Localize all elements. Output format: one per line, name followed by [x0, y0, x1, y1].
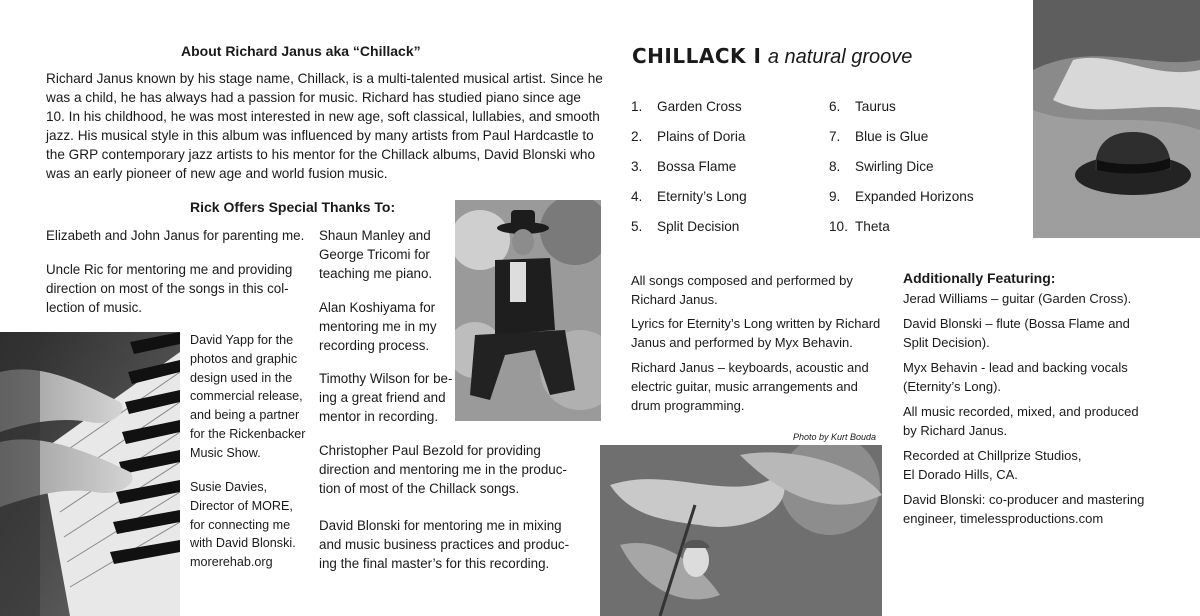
thanks-line: David Blonski for mentoring me in mixing — [319, 518, 562, 533]
featuring-line: David Blonski: co-producer and mastering — [903, 492, 1145, 507]
tracklist-right — [829, 97, 974, 247]
thanks-line: Timothy Wilson for be- — [319, 371, 453, 386]
featuring-blonski-flute — [903, 314, 1130, 352]
featuring-heading: Additionally Featuring: — [903, 270, 1056, 286]
thanks-line: Susie Davies, — [190, 480, 267, 494]
track-item: 3. Bossa Flame — [631, 159, 737, 174]
about-line: Richard Janus known by his stage name, Chillack, is a multi-talented musical artist. Since he — [46, 71, 603, 86]
album-title-sub: a natural groove — [767, 46, 913, 68]
featuring-line: Myx Behavin - lead and backing vocals — [903, 360, 1128, 375]
thanks-line: direction on most of the songs in this col- — [46, 281, 289, 296]
thanks-line: Elizabeth and John Janus for parenting me. — [46, 228, 305, 243]
featuring-jerad — [903, 289, 1131, 308]
credit-lyrics — [631, 314, 880, 352]
featuring-line: All music recorded, mixed, and produced — [903, 404, 1139, 419]
featuring-line: Recorded at Chillprize Studios, — [903, 448, 1082, 463]
thanks-line: David Yapp for the — [190, 333, 294, 347]
track-item: 2. Plains of Doria — [631, 129, 746, 144]
credit-instruments — [631, 358, 869, 415]
thanks-line: Shaun Manley and — [319, 228, 431, 243]
credit-line: All songs composed and performed by — [631, 273, 853, 288]
thanks-line: tion of most of the Chillack songs. — [319, 481, 520, 496]
thanks-line: lection of music. — [46, 300, 143, 315]
about-paragraph — [46, 69, 603, 183]
credit-line: Lyrics for Eternity’s Long written by Richard — [631, 316, 881, 331]
thanks-line: for the Rickenbacker — [190, 426, 306, 441]
thanks-line: commercial release, — [190, 389, 303, 404]
thanks-line: morerehab.org — [190, 555, 273, 570]
thanks-line: mentoring me in my — [319, 319, 437, 334]
thanks-line: mentor in recording. — [319, 409, 439, 424]
thanks-line: Uncle Ric for mentoring me and providing — [46, 262, 293, 277]
track-item: 9. Expanded Horizons — [829, 189, 974, 204]
featuring-recorded-by — [903, 402, 1139, 440]
credit-composed — [631, 271, 853, 309]
featuring-line: Split Decision). — [903, 335, 990, 350]
thanks-line: George Tricomi for — [319, 247, 430, 262]
thanks-timothy — [319, 369, 452, 426]
thanks-line: direction and mentoring me in the produc- — [319, 462, 567, 477]
credit-line: Richard Janus – keyboards, acoustic and — [631, 360, 869, 375]
thanks-line: and music business practices and produc- — [319, 537, 570, 552]
featuring-studio — [903, 446, 1081, 484]
thanks-line: and being a partner — [190, 408, 300, 423]
album-title-main: CHILLACK I — [632, 44, 762, 68]
photo-credit: Photo by Kurt Bouda — [793, 432, 877, 442]
about-line: the GRP contemporary jazz artists to his mentor for the Chillack albums, David Blonski who — [46, 147, 596, 162]
credit-line: electric guitar, music arrangements and — [631, 379, 858, 394]
track-item: 7. Blue is Glue — [829, 129, 929, 144]
thanks-line: Music Show. — [190, 445, 261, 460]
credit-line: Richard Janus. — [631, 292, 718, 307]
track-item: 4. Eternity’s Long — [631, 189, 747, 204]
track-item: 5. Split Decision — [631, 219, 740, 234]
thanks-heading: Rick Offers Special Thanks To: — [190, 199, 396, 215]
track-item: 10. Theta — [829, 219, 890, 234]
thanks-line: photos and graphic — [190, 351, 298, 366]
credit-line: Janus and performed by Myx Behavin. — [631, 335, 853, 350]
credit-line: drum programming. — [631, 398, 745, 413]
featuring-line: by Richard Janus. — [903, 423, 1008, 438]
thanks-parents — [46, 226, 304, 245]
track-item: 1. Garden Cross — [631, 99, 742, 114]
track-item: 8. Swirling Dice — [829, 159, 934, 174]
thanks-line: for connecting me — [190, 517, 291, 532]
featuring-myx — [903, 358, 1128, 396]
thanks-line: Director of MORE, — [190, 498, 293, 513]
featuring-line: El Dorado Hills, CA. — [903, 467, 1018, 482]
artist-portrait-photo — [455, 200, 601, 421]
about-line: was an early pioneer of new age and world fusion music. — [46, 166, 388, 181]
featuring-line: engineer, timelessproductions.com — [903, 511, 1104, 526]
thanks-piano-teachers — [319, 226, 432, 283]
track-item: 6. Taurus — [829, 99, 896, 114]
tracklist-left — [631, 97, 747, 247]
thanks-line: design used in the — [190, 370, 293, 385]
thanks-susie — [190, 478, 296, 572]
acorn-leaves-photo — [600, 445, 882, 616]
featuring-line: (Eternity’s Long). — [903, 379, 1002, 394]
featuring-line: Jerad Williams – guitar (Garden Cross). — [903, 291, 1132, 306]
thanks-line: teaching me piano. — [319, 266, 433, 281]
album-title — [632, 44, 912, 69]
about-line: was a child, he has always had a passion for music. Richard has studied piano since age — [46, 90, 581, 105]
about-line: 10. In his childhood, he was most interested in new age, soft classical, lullabies, and smooth — [46, 109, 600, 124]
thanks-christopher — [319, 441, 567, 498]
thanks-line: recording process. — [319, 338, 430, 353]
featuring-line: David Blonski – flute (Bossa Flame and — [903, 316, 1130, 331]
thanks-uncle — [46, 260, 292, 317]
thanks-line: with David Blonski. — [190, 536, 296, 551]
thanks-line: Christopher Paul Bezold for providing — [319, 443, 541, 458]
thanks-line: ing the final master’s for this recording. — [319, 556, 550, 571]
thanks-line: ing a great friend and — [319, 390, 446, 405]
thanks-david-yapp — [190, 331, 306, 463]
hat-on-rock-photo — [1033, 0, 1200, 238]
about-heading: About Richard Janus aka “Chillack” — [181, 43, 421, 59]
thanks-line: Alan Koshiyama for — [319, 300, 436, 315]
piano-hands-photo — [0, 332, 180, 616]
about-line: jazz. His musical style in this album was influenced by many artists from Paul Hardcastle to — [46, 128, 594, 143]
thanks-alan — [319, 298, 437, 355]
thanks-david-blonski — [319, 516, 569, 573]
featuring-mastering — [903, 490, 1144, 528]
